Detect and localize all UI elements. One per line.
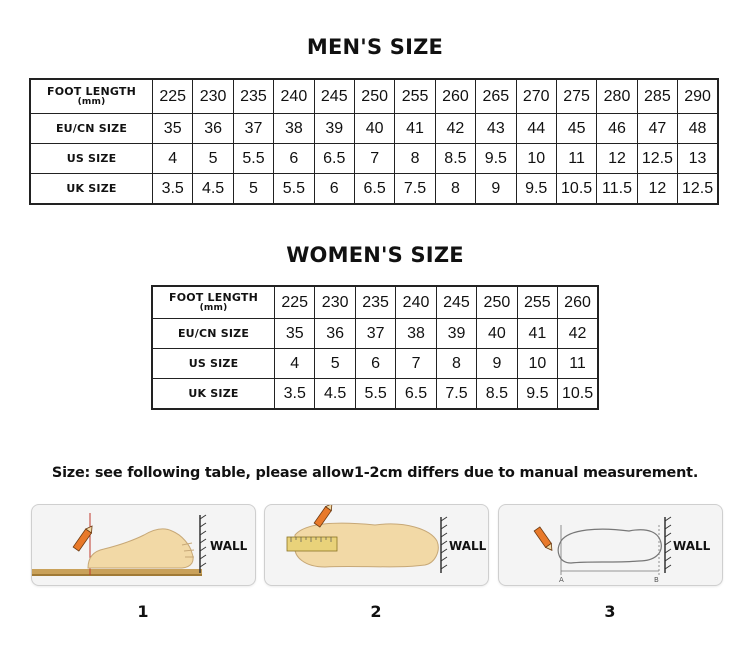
wall-label-3: WALL (673, 539, 711, 553)
size-cell: 8 (395, 144, 435, 174)
size-cell: 9 (476, 174, 516, 205)
foot-length-cell: 290 (678, 79, 718, 114)
size-cell: 4.5 (315, 379, 355, 410)
size-cell: 41 (395, 114, 435, 144)
size-cell: 5 (233, 174, 273, 205)
size-cell: 10 (517, 349, 557, 379)
size-cell: 46 (597, 114, 637, 144)
wall-label-2: WALL (449, 539, 487, 553)
measure-panel-1 (31, 504, 256, 586)
foot-length-cell: 225 (275, 286, 315, 319)
size-row-label: UK SIZE (152, 379, 275, 410)
size-row-label: EU/CN SIZE (152, 319, 275, 349)
foot-length-cell: 240 (396, 286, 436, 319)
size-cell: 6.5 (314, 144, 354, 174)
size-row (30, 174, 718, 205)
size-cell: 41 (517, 319, 557, 349)
size-cell: 3.5 (275, 379, 315, 410)
size-cell: 8.5 (435, 144, 475, 174)
size-cell: 40 (354, 114, 394, 144)
size-row (152, 379, 598, 410)
size-cell: 39 (314, 114, 354, 144)
mens-size-table (29, 78, 719, 205)
step-number-3: 3 (604, 602, 616, 621)
size-cell: 7 (354, 144, 394, 174)
size-cell: 36 (315, 319, 355, 349)
size-cell: 37 (355, 319, 395, 349)
size-cell: 13 (678, 144, 718, 174)
womens-size-title: WOMEN'S SIZE (286, 243, 464, 267)
size-row-label: EU/CN SIZE (30, 114, 153, 144)
size-row (30, 114, 718, 144)
foot-length-row (30, 79, 718, 114)
size-row-label: US SIZE (30, 144, 153, 174)
size-cell: 38 (396, 319, 436, 349)
foot-length-cell: 250 (354, 79, 394, 114)
size-cell: 4 (153, 144, 193, 174)
mark-b: B (654, 576, 659, 584)
step-number-1: 1 (137, 602, 149, 621)
size-cell: 12.5 (678, 174, 718, 205)
foot-length-unit: (mm) (77, 97, 106, 107)
mark-a: A (559, 576, 564, 584)
size-cell: 12 (637, 174, 677, 205)
size-cell: 10.5 (556, 174, 596, 205)
size-cell: 47 (637, 114, 677, 144)
foot-length-cell: 250 (477, 286, 517, 319)
size-cell: 4 (275, 349, 315, 379)
size-cell: 8 (435, 174, 475, 205)
size-cell: 6 (355, 349, 395, 379)
size-cell: 9.5 (516, 174, 556, 205)
size-cell: 11.5 (597, 174, 637, 205)
size-cell: 6 (314, 174, 354, 205)
foot-length-unit: (mm) (199, 303, 228, 313)
foot-length-row (152, 286, 598, 319)
size-row-label: UK SIZE (30, 174, 153, 205)
size-cell: 37 (233, 114, 273, 144)
womens-table-body (152, 286, 598, 409)
foot-length-cell: 270 (516, 79, 556, 114)
size-cell: 5.5 (233, 144, 273, 174)
foot-length-header (30, 79, 153, 114)
foot-length-header (152, 286, 275, 319)
womens-size-table (151, 285, 599, 410)
size-cell: 39 (436, 319, 476, 349)
foot-length-cell: 230 (193, 79, 233, 114)
size-cell: 7.5 (395, 174, 435, 205)
size-cell: 48 (678, 114, 718, 144)
size-cell: 11 (558, 349, 598, 379)
size-cell: 12 (597, 144, 637, 174)
size-cell: 10 (516, 144, 556, 174)
size-cell: 5.5 (274, 174, 314, 205)
size-cell: 7 (396, 349, 436, 379)
size-cell: 42 (558, 319, 598, 349)
foot-length-cell: 255 (395, 79, 435, 114)
size-cell: 42 (435, 114, 475, 144)
mens-size-title: MEN'S SIZE (306, 35, 444, 59)
size-cell: 6.5 (354, 174, 394, 205)
size-cell: 38 (274, 114, 314, 144)
size-cell: 5 (193, 144, 233, 174)
size-cell: 5.5 (355, 379, 395, 410)
foot-length-cell: 230 (315, 286, 355, 319)
size-cell: 3.5 (153, 174, 193, 205)
size-cell: 5 (315, 349, 355, 379)
foot-length-cell: 235 (233, 79, 273, 114)
measure-panel-3 (498, 504, 723, 586)
measurement-note: Size: see following table, please allow1-2cm differs due to manual measurement. (51, 465, 699, 481)
size-cell: 10.5 (558, 379, 598, 410)
size-row-label: US SIZE (152, 349, 275, 379)
size-cell: 36 (193, 114, 233, 144)
foot-length-label: FOOT LENGTH (168, 291, 259, 304)
foot-length-cell: 275 (556, 79, 596, 114)
size-cell: 6.5 (396, 379, 436, 410)
size-cell: 35 (153, 114, 193, 144)
size-cell: 11 (556, 144, 596, 174)
foot-length-cell: 245 (436, 286, 476, 319)
size-cell: 4.5 (193, 174, 233, 205)
wall-label-1: WALL (210, 539, 248, 553)
size-cell: 45 (556, 114, 596, 144)
foot-length-cell: 280 (597, 79, 637, 114)
size-cell: 6 (274, 144, 314, 174)
step-number-2: 2 (370, 602, 382, 621)
foot-length-cell: 285 (637, 79, 677, 114)
mens-table-body (30, 79, 718, 204)
size-cell: 7.5 (436, 379, 476, 410)
size-cell: 9 (477, 349, 517, 379)
foot-length-cell: 245 (314, 79, 354, 114)
size-cell: 9.5 (476, 144, 516, 174)
size-row (152, 319, 598, 349)
foot-length-label: FOOT LENGTH (46, 85, 137, 98)
size-cell: 35 (275, 319, 315, 349)
foot-length-cell: 225 (153, 79, 193, 114)
size-cell: 8.5 (477, 379, 517, 410)
foot-length-cell: 260 (558, 286, 598, 319)
foot-length-cell: 265 (476, 79, 516, 114)
measure-panel-2 (264, 504, 489, 586)
size-cell: 8 (436, 349, 476, 379)
foot-length-cell: 260 (435, 79, 475, 114)
foot-length-cell: 235 (355, 286, 395, 319)
foot-length-cell: 240 (274, 79, 314, 114)
size-cell: 43 (476, 114, 516, 144)
size-row (30, 144, 718, 174)
size-cell: 9.5 (517, 379, 557, 410)
foot-length-cell: 255 (517, 286, 557, 319)
size-row (152, 349, 598, 379)
size-cell: 44 (516, 114, 556, 144)
size-cell: 40 (477, 319, 517, 349)
size-cell: 12.5 (637, 144, 677, 174)
